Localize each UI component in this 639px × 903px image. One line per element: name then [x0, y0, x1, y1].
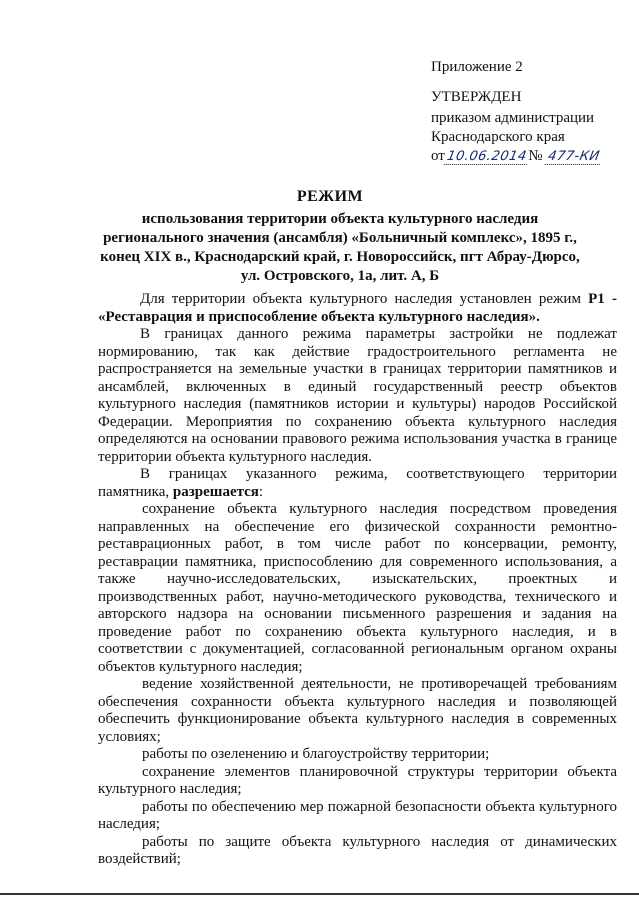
- page-bottom-rule: [0, 893, 639, 895]
- document-title: РЕЖИМ: [296, 188, 364, 205]
- subtitle-line-3: конец XIX в., Краснодарский край, г. Новороссийск, пгт Абрау-Дюрсо,: [100, 249, 580, 265]
- list-item: ведение хозяйственной деятельности, не противоречащей требованиям обеспечения сохранности объекта культурного наследия и позволяющей обеспечить функционирование объекта культурного наследия в современных условиях;: [98, 676, 617, 745]
- handwritten-number: 477-КИ: [545, 150, 603, 165]
- handwritten-date: 10.06.2014: [444, 150, 530, 165]
- list-item: сохранение элементов планировочной структуры территории объекта культурного наследия;: [98, 763, 617, 797]
- annex-label: Приложение 2: [431, 59, 523, 75]
- number-label: №: [528, 148, 543, 164]
- document-body: [98, 291, 617, 869]
- subtitle-line-2: регионального значения (ансамбля) «Больничный комплекс», 1895 г.,: [103, 230, 577, 246]
- list-item: работы по защите объекта культурного наследия от динамических воздействий;: [98, 833, 617, 867]
- list-item: сохранение объекта культурного наследия посредством проведения направленных на обеспечение его физической сохранности ремонтно-реставрационных работ, в том числе работ по консервации, ремонту, реставрации памятника, приспособлению для современного использования, а также научно-исследовательских, изыскательских, проектных и производственных работ, научно-методического руководства, технического и авторского надзора на основании письменного разрешения и задания на проведение работ по сохранению объекта культурного наследия, и в соответствии с документацией, согласованной региональным органом охраны объектов культурного наследия;: [98, 501, 617, 675]
- regime-name: Р1 - «Реставрация и приспособление объекта культурного наследия».: [98, 291, 617, 325]
- order-line-1: приказом администрации: [431, 110, 595, 126]
- list-item: работы по озеленению и благоустройству территории;: [142, 746, 490, 762]
- paragraph-norms: В границах данного режима параметры застройки не подлежат нормированию, так как действие градостроительного регламента не распространяется на земельные участки в границах территории памятников и ансамблей, включенных в единый государственный реестр объектов культурного наследия (памятников истории и культуры) народов Российской Федерации. Мероприятия по сохранению объекта культурного наследия определяются на основании правового режима использования участка в границе территории объекта культурного наследия.: [98, 326, 617, 465]
- order-line-2: Краснодарского края: [431, 129, 565, 145]
- list-item: работы по обеспечению мер пожарной безопасности объекта культурного наследия;: [98, 798, 617, 832]
- paragraph-allowed: В границах указанного режима, соответствующего территории памятника, разрешается:: [98, 466, 617, 500]
- from-label: от: [431, 148, 445, 164]
- order-date-number: [431, 147, 602, 165]
- approved-heading: УТВЕРЖДЕН: [431, 89, 522, 105]
- subtitle-line-4: ул. Островского, 1а, лит. А, Б: [240, 268, 440, 284]
- subtitle-line-1: использования территории объекта культурного наследия: [141, 211, 539, 227]
- paragraph-regime: Для территории объекта культурного наследия установлен режим Р1 - «Реставрация и приспособление объекта культурного наследия».: [98, 291, 617, 325]
- allowed-keyword: разрешается: [172, 483, 259, 500]
